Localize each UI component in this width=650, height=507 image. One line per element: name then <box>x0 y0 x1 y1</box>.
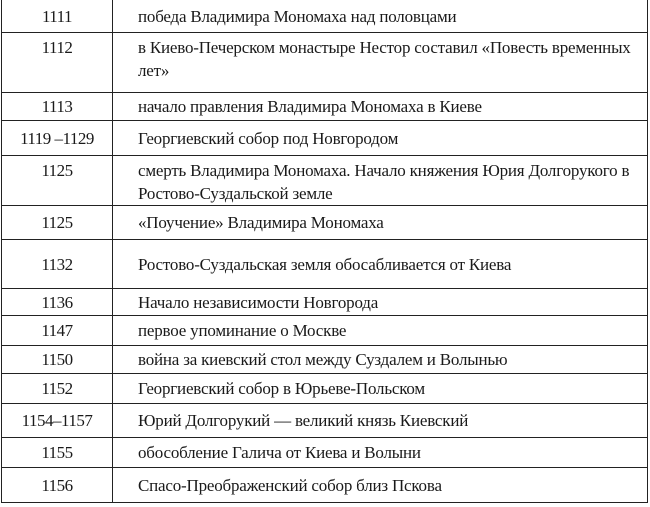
table-row <box>2 316 648 346</box>
event-cell: «Поучение» Владимира Мономаха <box>113 206 648 240</box>
event-cell: обособление Галича от Киева и Волыни <box>113 438 648 468</box>
event-cell: Ростово-Суздальская земля обосабливается от Киева <box>113 240 648 289</box>
event-cell: война за киевский стол между Суздалем и Волынью <box>113 346 648 374</box>
year-cell: 1152 <box>2 374 113 404</box>
year-cell: 1156 <box>2 468 113 503</box>
year-cell: 1125 <box>2 156 113 206</box>
event-cell: Спасо-Преображенский собор близ Пскова <box>113 468 648 503</box>
table-row <box>2 289 648 316</box>
event-cell: начало правления Владимира Мономаха в Киеве <box>113 93 648 121</box>
table-row <box>2 0 648 33</box>
event-cell: смерть Владимира Мономаха. Начало княжения Юрия Долгорукого в Ростово-Суздальской земле <box>113 156 648 206</box>
table-row <box>2 156 648 206</box>
table-row <box>2 93 648 121</box>
year-cell: 1112 <box>2 33 113 93</box>
year-cell: 1155 <box>2 438 113 468</box>
table-row <box>2 121 648 156</box>
year-cell: 1111 <box>2 0 113 33</box>
chronology-table <box>1 0 648 503</box>
table-row <box>2 374 648 404</box>
year-cell: 1136 <box>2 289 113 316</box>
year-cell: 1154–1157 <box>2 404 113 438</box>
table-row <box>2 33 648 93</box>
event-cell: первое упоминание о Москве <box>113 316 648 346</box>
year-cell: 1147 <box>2 316 113 346</box>
year-cell: 1150 <box>2 346 113 374</box>
event-cell: в Киево-Печерском монастыре Нестор составил «Повесть временных лет» <box>113 33 648 93</box>
table-row <box>2 468 648 503</box>
year-cell: 1132 <box>2 240 113 289</box>
event-cell: Георгиевский собор в Юрьеве-Польском <box>113 374 648 404</box>
table-row <box>2 206 648 240</box>
table-row <box>2 346 648 374</box>
year-cell: 1125 <box>2 206 113 240</box>
event-cell: победа Владимира Мономаха над половцами <box>113 0 648 33</box>
year-cell: 1113 <box>2 93 113 121</box>
event-cell: Юрий Долгорукий — великий князь Киевский <box>113 404 648 438</box>
table-row <box>2 404 648 438</box>
year-cell: 1119 –1129 <box>2 121 113 156</box>
table-row <box>2 240 648 289</box>
table-row <box>2 438 648 468</box>
event-cell: Георгиевский собор под Новгородом <box>113 121 648 156</box>
event-cell: Начало независимости Новгорода <box>113 289 648 316</box>
